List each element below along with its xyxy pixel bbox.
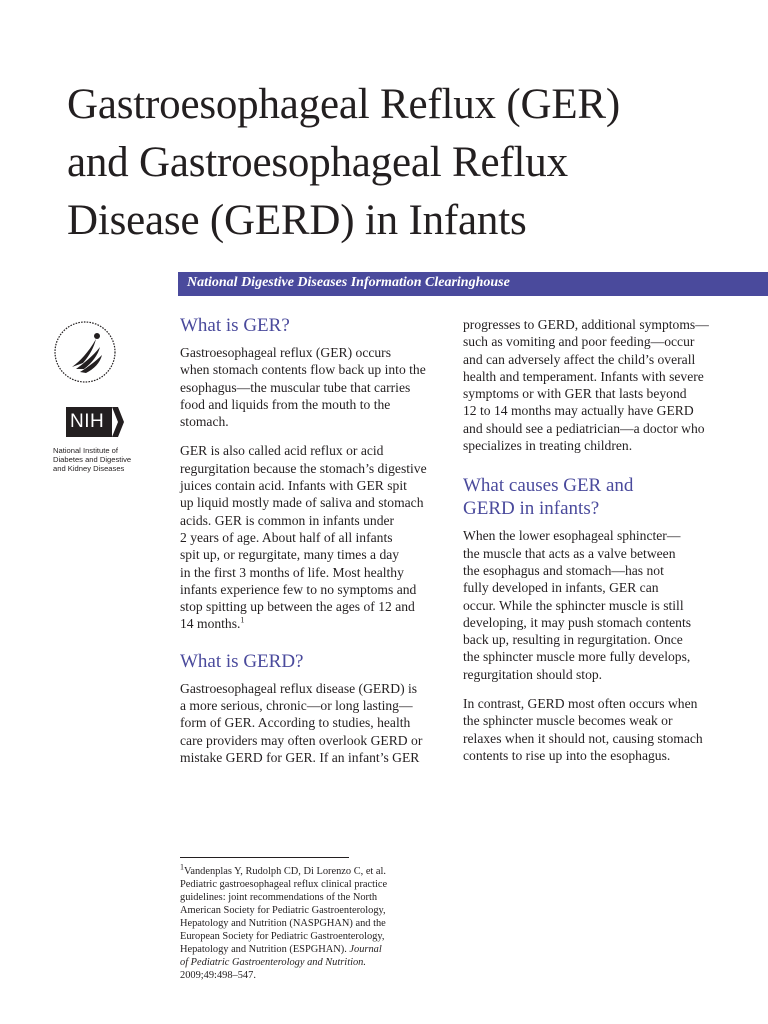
text-line: the sphincter muscle more fully develops, — [463, 649, 691, 665]
footnote-text: Vandenplas Y, Rudolph CD, Di Lorenzo C, et al. — [184, 866, 387, 877]
text-line: back up, resulting in regurgitation. Once — [463, 632, 683, 648]
text-line: progresses to GERD, additional symptoms— — [463, 317, 709, 332]
text-line: mistake GERD for GER. If an infant’s GER — [180, 749, 420, 765]
footnote-text: American Society for Pediatric Gastroenterology, — [180, 905, 386, 916]
heading-text: What causes GER and — [463, 475, 634, 497]
right-column — [463, 316, 733, 764]
text-line: acids. GER is common in infants under — [180, 512, 395, 528]
nih-caption-line: National Institute of — [53, 446, 119, 455]
text-line: Gastroesophageal reflux disease (GERD) is — [180, 680, 418, 696]
paragraph-ger-details — [180, 442, 442, 632]
text-line: contents to rise up into the esophagus. — [463, 747, 671, 763]
text-line: 2 years of age. About half of all infants — [180, 529, 393, 545]
paragraph-gerd-contrast — [463, 695, 733, 764]
text-line: fully developed in infants, GER can — [463, 580, 659, 596]
text-line: regurgitation should stop. — [463, 666, 603, 682]
heading-text: What is GER? — [180, 315, 290, 336]
footnote-text: Hepatology and Nutrition (NASPGHAN) and the — [180, 918, 386, 929]
footnote-line-journal — [180, 943, 430, 956]
text-line: Gastroesophageal reflux (GER) occurs — [180, 345, 392, 360]
text-line: the sphincter muscle becomes weak or — [463, 713, 673, 729]
text-line: specializes in treating children. — [463, 438, 633, 454]
footnote — [180, 862, 430, 982]
footnote-line-journal-2 — [180, 956, 430, 969]
footnote-divider — [180, 857, 349, 858]
text-line: relaxes when it should not, causing stomach — [463, 730, 703, 746]
clearinghouse-banner — [178, 272, 768, 296]
nih-caption-line: and Kidney Diseases — [53, 464, 125, 473]
footnote-number: 1 — [180, 862, 184, 872]
text-line: esophagus—the muscular tube that carries — [180, 379, 411, 395]
text-line: care providers may often overlook GERD or — [180, 732, 423, 748]
footnote-text: Hepatology and Nutrition (ESPGHAN). — [180, 944, 347, 955]
text-line: stop spitting up between the ages of 12 and — [180, 599, 415, 615]
document-title — [67, 76, 747, 250]
text-line: such as vomiting and poor feeding—occur — [463, 334, 695, 350]
journal-name: Journal — [349, 944, 382, 955]
paragraph-causes — [463, 527, 733, 683]
text-line: occur. While the sphincter muscle is still — [463, 597, 684, 613]
text-line: form of GER. According to studies, health — [180, 715, 411, 731]
hhs-eagle-seal-icon — [50, 317, 120, 387]
footnote-line-first — [180, 862, 430, 878]
text-line: When the lower esophageal sphincter— — [463, 528, 681, 544]
paragraph-gerd-continued — [463, 316, 733, 454]
nih-caption — [53, 446, 143, 473]
text-line: the muscle that acts as a valve between — [463, 545, 676, 561]
text-line: the esophagus and stomach—has not — [463, 562, 664, 578]
banner-text: National Digestive Diseases Information Clearinghouse — [187, 275, 510, 290]
text-line: symptoms or with GER that lasts beyond — [463, 386, 687, 402]
heading-what-causes — [463, 474, 733, 520]
text-line: 12 to 14 months may actually have GERD — [463, 403, 694, 419]
text-line: spit up, or regurgitate, many times a day — [180, 547, 400, 563]
text-line: 14 months. — [180, 616, 241, 632]
text-line: In contrast, GERD most often occurs when — [463, 696, 698, 712]
text-line: in the first 3 months of life. Most healthy — [180, 564, 404, 580]
text-line: stomach. — [180, 414, 229, 430]
footnote-text: Pediatric gastroesophageal reflux clinical practice — [180, 879, 388, 890]
journal-name: of Pediatric Gastroenterology and Nutrition. — [180, 957, 366, 968]
nih-logo-text: NIH — [70, 411, 105, 432]
heading-what-is-gerd — [180, 650, 442, 673]
footnote-text: guidelines: joint recommendations of the North — [180, 892, 378, 903]
text-line-with-footnote — [180, 615, 442, 632]
nih-caption-line: Diabetes and Digestive — [53, 455, 132, 464]
title-line-3: Disease (GERD) in Infants — [67, 197, 527, 244]
text-line: when stomach contents flow back up into the — [180, 362, 426, 378]
text-line: developing, it may push stomach contents — [463, 614, 692, 630]
text-line: health and temperament. Infants with severe — [463, 368, 704, 384]
title-line-2: and Gastroesophageal Reflux — [67, 139, 568, 186]
nih-logo-icon — [66, 407, 124, 442]
text-line: infants experience few to no symptoms and — [180, 581, 417, 597]
text-line: juices contain acid. Infants with GER spit — [180, 478, 407, 494]
text-line: food and liquids from the mouth to the — [180, 396, 391, 412]
text-line: up liquid mostly made of saliva and stomach — [180, 495, 424, 511]
footnote-citation: 2009;49:498–547. — [180, 970, 256, 981]
paragraph-gerd-definition — [180, 680, 442, 766]
title-line-1: Gastroesophageal Reflux (GER) — [67, 81, 621, 128]
paragraph-ger-definition — [180, 344, 442, 430]
text-line: and can adversely affect the child’s overall — [463, 351, 696, 367]
heading-what-is-ger — [180, 314, 442, 337]
heading-text: GERD in infants? — [463, 498, 600, 520]
text-line: regurgitation because the stomach’s digestive — [180, 460, 427, 476]
text-line: a more serious, chronic—or long lasting— — [180, 698, 413, 714]
heading-text: What is GERD? — [180, 650, 304, 672]
footnote-text: European Society for Pediatric Gastroenterology, — [180, 931, 385, 942]
text-line: and should see a pediatrician—a doctor who — [463, 420, 705, 436]
text-line: GER is also called acid reflux or acid — [180, 443, 384, 459]
left-column — [180, 314, 442, 766]
footnote-marker[interactable]: 1 — [240, 615, 245, 625]
